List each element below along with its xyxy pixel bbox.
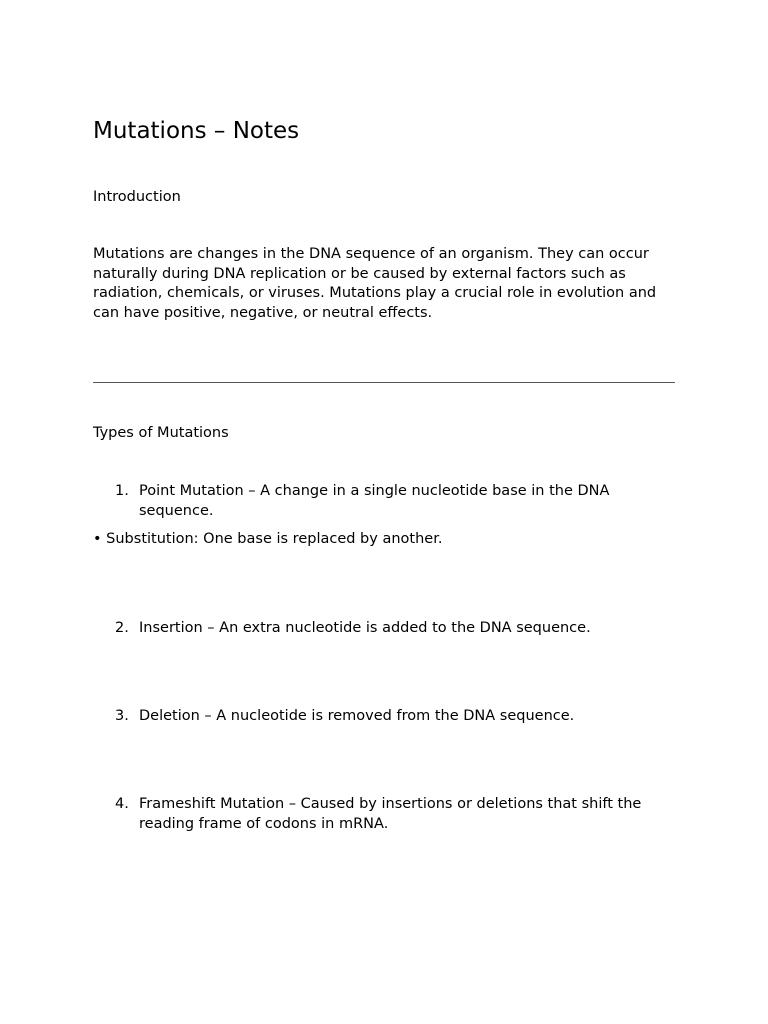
list-item-insertion bbox=[93, 619, 675, 639]
page-title: Mutations – Notes bbox=[93, 118, 300, 144]
section-divider bbox=[93, 382, 675, 383]
substitution-bullet: • Substitution: One base is replaced by another. bbox=[93, 531, 443, 547]
list-number: 3. bbox=[115, 708, 129, 724]
list-number: 1. bbox=[115, 483, 129, 499]
list-item-text: Insertion – An extra nucleotide is added to the DNA sequence. bbox=[139, 620, 591, 636]
list-item-text: Deletion – A nucleotide is removed from the DNA sequence. bbox=[139, 708, 575, 724]
types-heading: Types of Mutations bbox=[93, 425, 229, 441]
introduction-heading: Introduction bbox=[93, 189, 181, 205]
list-item-text: Frameshift Mutation – Caused by insertions or deletions that shift the reading frame of codons in mRNA. bbox=[139, 796, 642, 832]
list-number: 2. bbox=[115, 620, 129, 636]
list-item-deletion bbox=[93, 707, 675, 727]
introduction-paragraph: Mutations are changes in the DNA sequence of an organism. They can occur naturally during DNA replication or be caused by external factors such as radiation, chemicals, or viruses. Mutations play a crucial role in evolution and can have positive, negative, or neutral effects. bbox=[93, 246, 657, 321]
list-item-frameshift-mutation bbox=[93, 795, 675, 834]
list-item-text: Point Mutation – A change in a single nucleotide base in the DNA sequence. bbox=[139, 483, 610, 519]
list-item-point-mutation bbox=[93, 482, 675, 521]
list-number: 4. bbox=[115, 796, 129, 812]
